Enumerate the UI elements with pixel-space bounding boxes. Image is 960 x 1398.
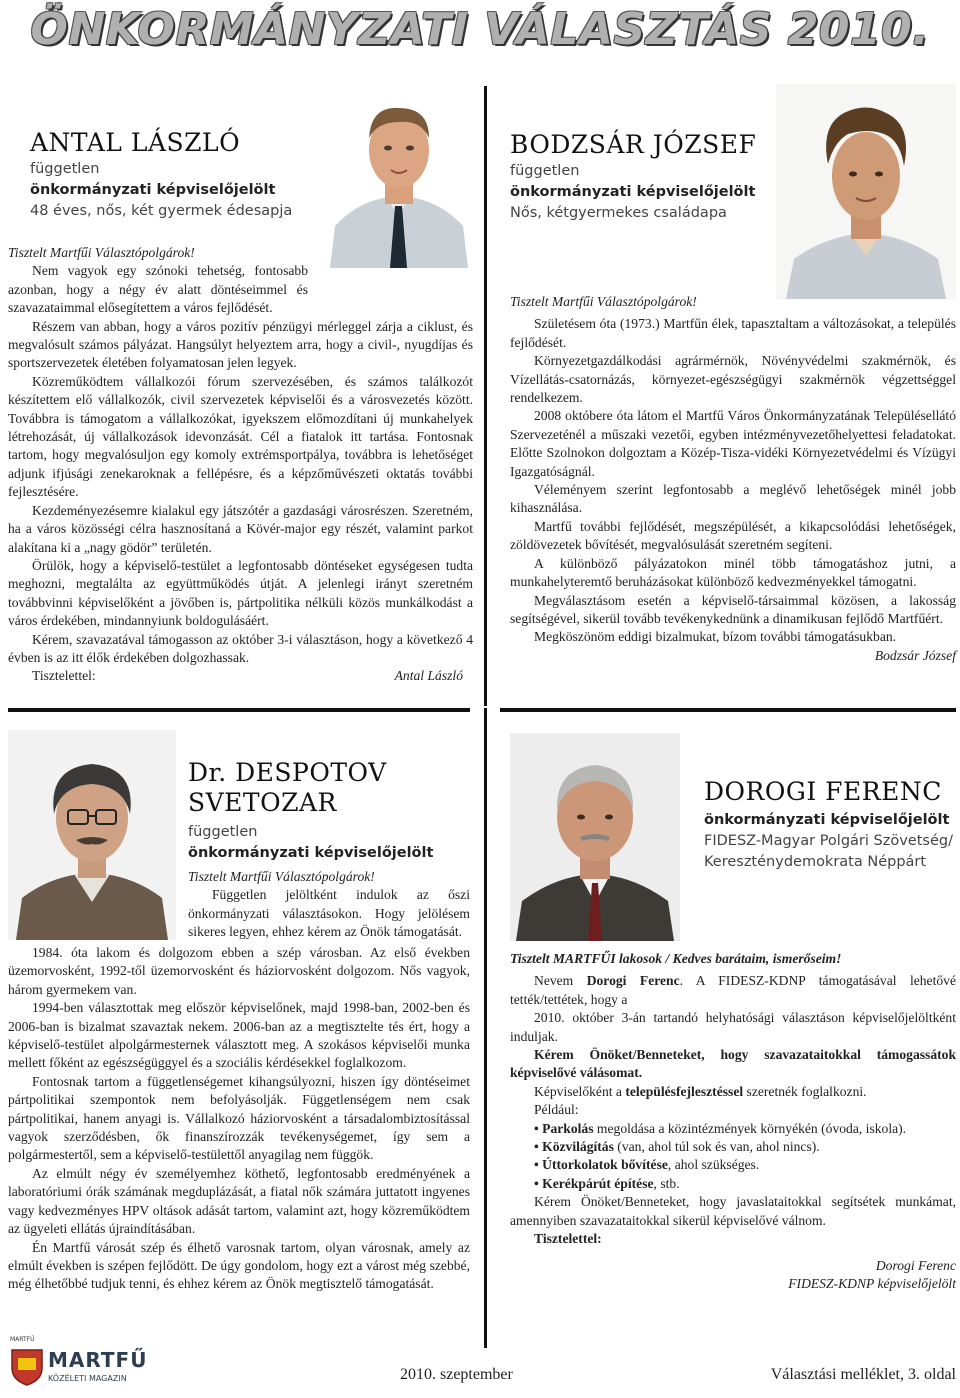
footer-page: Választási melléklet, 3. oldal: [770, 1366, 956, 1383]
closing: Tisztelettel:: [534, 1231, 602, 1247]
candidate-header-dorogi: [704, 777, 959, 873]
candidate-name: SVETOZAR: [188, 788, 337, 817]
paragraph: Környezetgazdálkodási agrármérnök, Növényvédelmi szakmérnök, és Vízellátás-csatornázás, környezet-egészségügyi szakmérnök végzettséggel rendelkezem.: [510, 353, 956, 406]
paragraph: Nevem Dorogi Ferenc. A FIDESZ-KDNP támogatásával lehetővé tették/tettétek, hogy a: [510, 973, 956, 1007]
logo-title: MARTFŰ: [48, 1348, 148, 1372]
list-item: • Kerékpárút építése, stb.: [534, 1175, 680, 1191]
candidate-photo-antal: [325, 86, 472, 268]
candidate-name: BODZSÁR JÓZSEF: [510, 130, 757, 159]
greeting: Tisztelt Martfűi Választópolgárok!: [510, 294, 697, 309]
paragraph: 1984. óta lakom és dolgozom ebben a szép városban. Az első években üzemorvosként, 1992-től üzemorvosként és háziorvosként dolgozom. Nős vagyok, három gyermekem van.: [8, 945, 470, 997]
paragraph: 2008 októbere óta látom el Martfű Város Önkormányzatának Településellátó Szervezeténél a műszaki vezetői, egyben intézményvezetőhelyettesi feladatokat. Előtte Szolnokon dolgoztam a Közép-Tisza-vidéki Környezetvédelmi és Vízügyi Igazgatóságnál.: [510, 408, 956, 479]
paragraph: Például:: [534, 1102, 579, 1118]
candidate-role: önkormányzati képviselőjelölt: [30, 182, 276, 198]
column-dorogi: [510, 950, 956, 1293]
paragraph: Részem van abban, hogy a város pozitív pénzügyi mérleggel zárja a ciklust, és megvalósult számos pályázat. Hangsúlyt helyeztem arra, hogy a civil-, nyugdíjas és sportszervezetek életében folyamatosan jelen legyek.: [8, 318, 473, 371]
candidate-photo-despotov: [8, 730, 176, 940]
paragraph: Születésem óta (1973.) Martfűn élek, tapasztaltam a változásokat, a település fejlődését.: [510, 316, 956, 350]
paragraph: 1994-ben választottak meg először képviselőnek, majd 1998-ban, 2002-ben és 2006-ban is bizalmat szavaztak nekem. 2006-ban az a megtisztelte tés ért, hogy a képviselő-testület alpolgármesternek választott meg. A szokásos képviselői munka mellett főként az egészségüggyel és a szociális kérdésekkel foglalkozom.: [8, 1000, 470, 1071]
paragraph: A különböző pályázatokon minél több támogatáshoz jutni, a munkahelyteremtő beruházásokat különböző kedvezményekkel támogatni.: [510, 555, 956, 590]
despotov-intro: [188, 868, 470, 942]
paragraph: Martfű további fejlődését, megszépülését, a kikapcsolódási lehetőségek, zöldövezetek bővítését, megvalósulását szeretném segíteni.: [510, 518, 956, 553]
paragraph: Megköszönöm eddigi bizalmukat, bízom további támogatásukban.: [534, 629, 897, 645]
section-divider: [8, 708, 470, 712]
column-bodzsar: [510, 293, 956, 665]
paragraph: Független jelöltként indulok az őszi önkormányzati választásokon. Hogy jelölésem sikeres legyen, ehhez kérem az Önök támogatását.: [188, 887, 470, 940]
candidate-role: önkormányzati képviselőjelölt: [188, 845, 434, 861]
signature: Dorogi Ferenc: [875, 1257, 956, 1273]
paragraph: Megválasztásom esetén a képviselő-társaimmal közösen, a lakosság segítségével, sikerül tovább tevékenykednünk a dinamikusan fejlődő Martfűért.: [510, 592, 956, 626]
paragraph: Kérem Önöket/Benneteket, hogy szavazataitokkal támogassátok képviselővé válásomat.: [510, 1047, 956, 1081]
magazine-logo: [10, 1336, 148, 1394]
paragraph: Kezdeményezésemre kialakul egy játszótér a gazdasági városrészen. Szeretném, ha a város közösségi célra hasznosítaná a Kövér-major egy részét, valamint parkot alakítana ki a „nagy gödör” területén.: [8, 502, 473, 555]
candidate-name: ANTAL LÁSZLÓ: [30, 128, 241, 157]
column-antal: [8, 244, 473, 686]
footer-date: 2010. szeptember: [400, 1366, 513, 1383]
paragraph: Képviselőként a településfejlesztéssel szeretnék foglalkozni.: [534, 1083, 867, 1099]
candidate-affiliation: független: [188, 824, 258, 840]
candidate-role: önkormányzati képviselőjelölt: [510, 184, 756, 200]
candidate-header-antal: [30, 128, 330, 222]
page-title: ÖNKORMÁNYZATI VÁLASZTÁS 2010.: [30, 4, 930, 55]
paragraph: Az elmúlt négy év személyemhez köthető, legfontosabb eredményének a laboratóriumi órák számának megduplázását, a fiatal nők számára juttatott ingyenes vagy kedvezményes HPV oltások adását tartom, valamint azt, hogy közreműködtem az ügyeleti ellátás újraindításában.: [8, 1165, 470, 1237]
candidate-info: 48 éves, nős, két gyermek édesapja: [30, 203, 293, 219]
crest-label: MARTFŰ: [10, 1336, 35, 1343]
candidate-party: FIDESZ-Magyar Polgári Szövetség/: [704, 833, 953, 849]
candidate-header-despotov: [188, 758, 478, 864]
candidate-role: önkormányzati képviselőjelölt: [704, 812, 950, 828]
candidate-affiliation: független: [30, 161, 100, 177]
paragraph: Kérem Önöket/Benneteket, hogy javaslataitokkal segítsétek munkámat, amennyiben szavazataitokkal sikerül képviselővé válnom.: [510, 1194, 956, 1228]
paragraph: Nem vagyok egy szónoki tehetség, fontosabb azonban, hogy a négy év alatt döntéseimmel és szavazataimmal elősegítettem a város fejlődését.: [8, 263, 308, 316]
candidate-affiliation: független: [510, 163, 580, 179]
candidate-photo-bodzsar: [776, 84, 956, 299]
section-divider: [500, 708, 956, 712]
paragraph: 2010. október 3-án tartandó helyhatósági választáson képviselőjelöltként induljak.: [510, 1010, 956, 1044]
column-divider: [484, 86, 487, 706]
candidate-name: Dr. DESPOTOV: [188, 758, 387, 787]
paragraph: Kérem, szavazatával támogasson az október 3-i választáson, hogy a következő 4 évben is az itt élők érdekében dolgozhassak.: [8, 631, 473, 665]
greeting: Tisztelt Martfűi Választópolgárok!: [8, 245, 195, 260]
column-despotov: [8, 944, 470, 1294]
candidate-name: DOROGI FERENC: [704, 777, 942, 806]
paragraph: Fontosnak tartom a függetlenségemet kihangsúlyozni, hiszen így döntéseimet pártpolitikai szempontok nem befolyásolják. Függetlenségem nem csak pártpolitikai, hanem anyagi is. Vállalkozó háziorvosként a társadalombiztosítással vagyok szerződésben, ők finanszírozzák tevékenységemet, így sem a polgármestertől, sem a képviselő-testülettől anyagilag nem függök.: [8, 1073, 470, 1163]
paragraph: Véleményem szerint legfontosabb a meglévő lehetőségek minél jobb kihasználása.: [510, 482, 956, 516]
paragraph: Közreműködtem vállalkozói fórum szervezésében, és számos találkozót készítettem elő vállalkozók, civil szervezetek képviselői és a városvezetés között. Továbbra is támogatom a vállalkozókat, igyekszem előmozdítani új munkahelyek létrehozását, új vállalkozások idevonzását. Cél a fiatalok itt tartása. Fontosnak tartom, hogy megvalósuljon egy komoly extrémsportpálya, továbbra is lehetőséget adjunk ifjúsági zenekaroknak a fellépésre, és a képzőművészeti oktatás további fejlesztésére.: [8, 373, 473, 500]
list-item: • Úttorkolatok bővítése, ahol szükséges.: [534, 1157, 760, 1173]
signature-title: FIDESZ-KDNP képviselőjelölt: [788, 1275, 956, 1291]
signature: Antal László: [394, 668, 463, 684]
list-item: • Közvilágítás (van, ahol túl sok és van, ahol nincs).: [534, 1139, 820, 1155]
crest-icon: [10, 1346, 44, 1386]
candidate-photo-dorogi: [510, 733, 680, 941]
list-item: • Parkolás megoldása a közintézmények környékén (óvoda, iskola).: [534, 1120, 907, 1136]
paragraph: Én Martfű városát szép és élhető varosnak tartom, olyan városnak, amely az elmúlt években is szépen fejlődött. De úgy gondolom, hogy ezt a várost még szebbé, még élhetőbbé tudjuk tenni, és ehhez kérem az Önök megtisztelő támogatását.: [8, 1239, 470, 1292]
column-divider: [484, 708, 487, 1348]
candidate-info: Nős, kétgyermekes családapa: [510, 205, 727, 221]
greeting: Tisztelt MARTFŰI lakosok / Kedves barátaim, ismerőseim!: [510, 951, 842, 966]
logo-subtitle: KÖZÉLETI MAGAZIN: [48, 1374, 127, 1383]
candidate-party: Kereszténydemokrata Néppárt: [704, 854, 927, 870]
closing: Tisztelettel:: [32, 668, 96, 684]
greeting: Tisztelt Martfűi Választópolgárok!: [188, 869, 375, 884]
paragraph: Örülök, hogy a képviselő-testület a legfontosabb döntéseket egységesen tudta meghozni, megtalálta az együttműködés útját. A jelenlegi irányt szeretném továbbvinni képviselőként a jövőben is, pártpolitika nélküli közös munkálkodást a város érdekében, mindannyiunk boldogulásáért.: [8, 557, 473, 629]
signature: Bodzsár József: [874, 647, 956, 663]
